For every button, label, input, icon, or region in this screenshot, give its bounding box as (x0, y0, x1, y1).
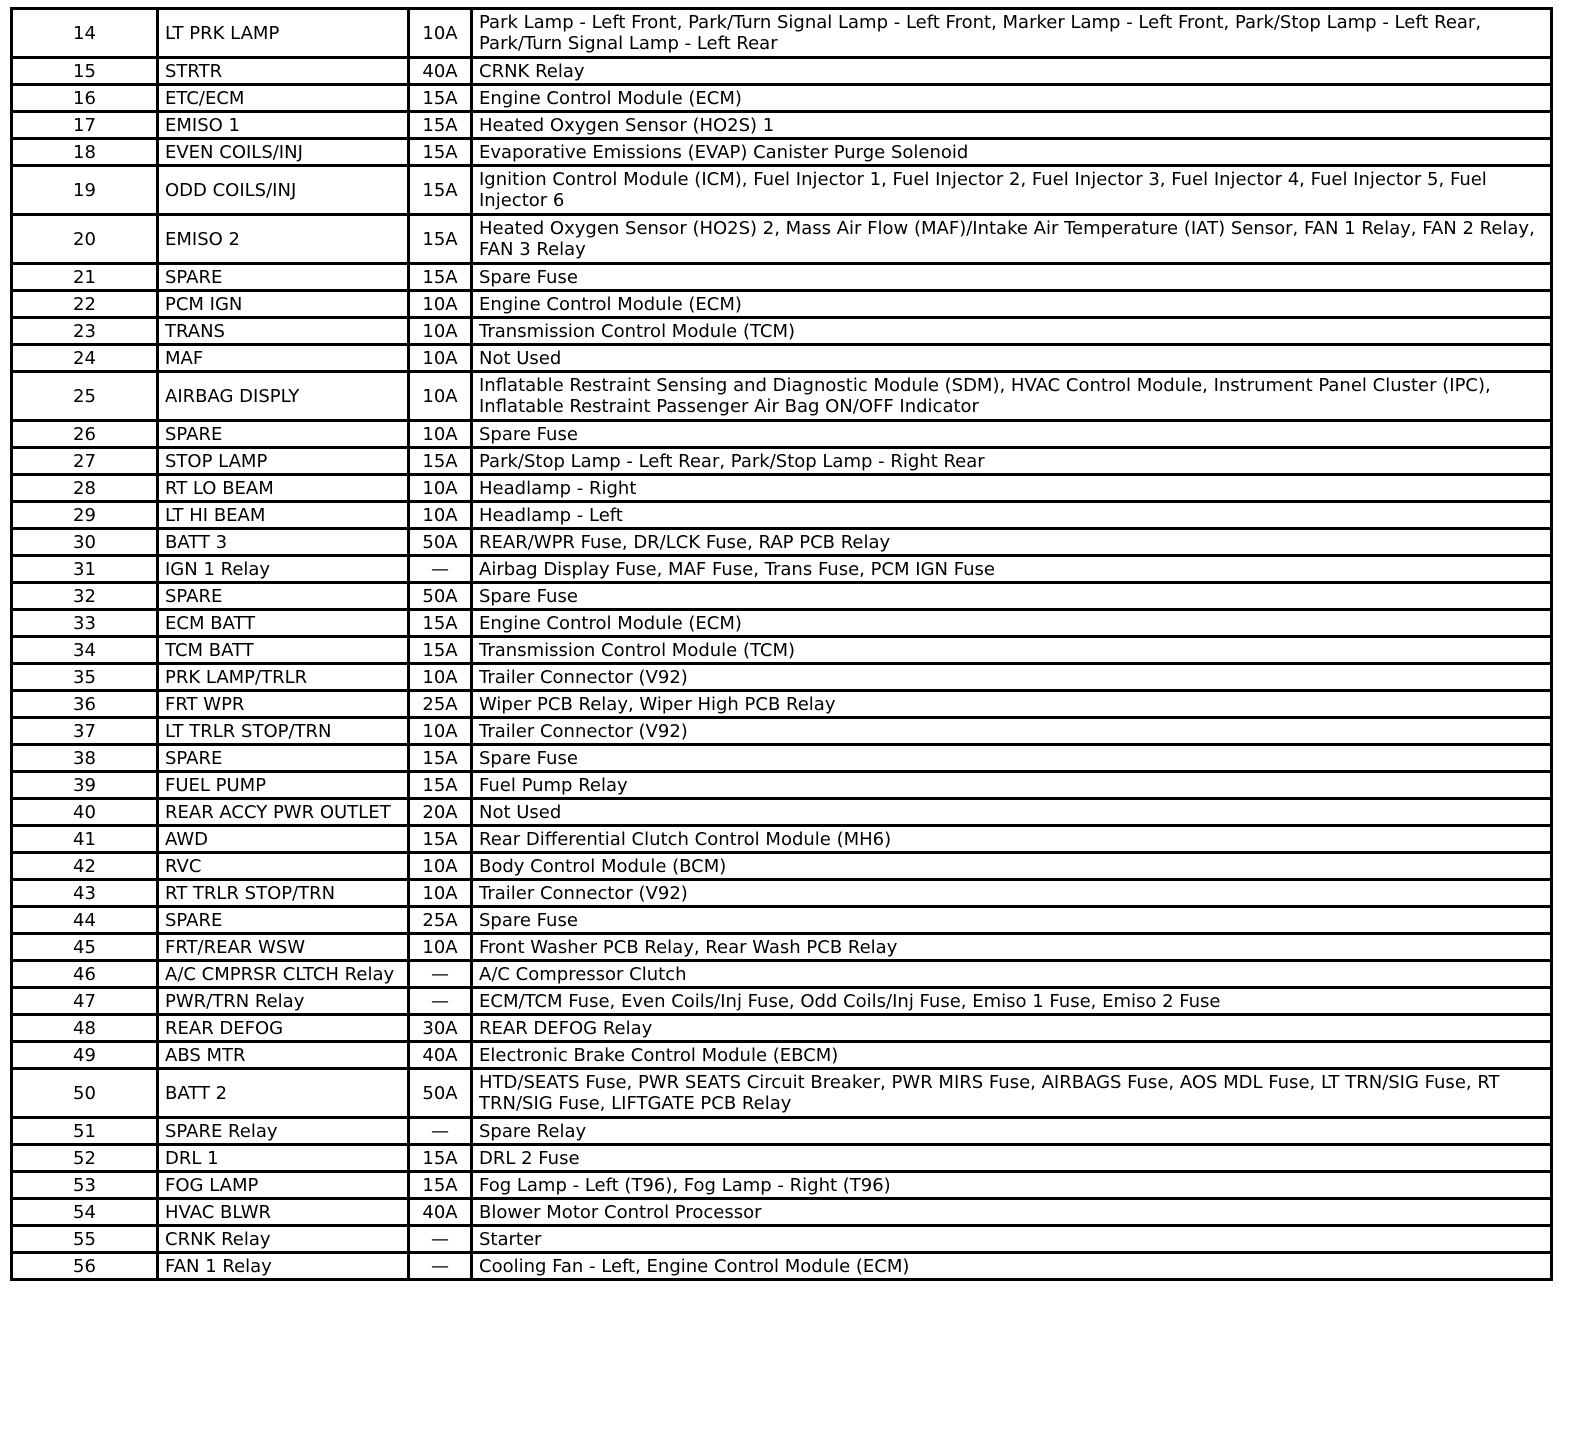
fuse-name-cell: FUEL PUMP (158, 772, 409, 799)
fuse-name-cell: REAR ACCY PWR OUTLET (158, 799, 409, 826)
fuse-rating-cell: 30A (409, 1015, 472, 1042)
fuse-number-cell: 43 (12, 880, 158, 907)
fuse-rating-cell: 10A (409, 934, 472, 961)
fuse-number-cell: 23 (12, 318, 158, 345)
fuse-number-cell: 27 (12, 448, 158, 475)
fuse-rating-cell: 15A (409, 85, 472, 112)
fuse-usage-cell: Spare Fuse (472, 264, 1552, 291)
fuse-rating-cell: — (409, 1253, 472, 1280)
fuse-usage-cell: Trailer Connector (V92) (472, 664, 1552, 691)
fuse-name-cell: DRL 1 (158, 1145, 409, 1172)
fuse-usage-cell: Electronic Brake Control Module (EBCM) (472, 1042, 1552, 1069)
fuse-name-cell: BATT 2 (158, 1069, 409, 1118)
fuse-name-cell: BATT 3 (158, 529, 409, 556)
fuse-number-cell: 31 (12, 556, 158, 583)
table-row (12, 372, 1552, 421)
fuse-rating-cell: 10A (409, 9, 472, 58)
fuse-name-cell: A/C CMPRSR CLTCH Relay (158, 961, 409, 988)
fuse-usage-cell: Spare Fuse (472, 745, 1552, 772)
table-row (12, 1253, 1552, 1280)
fuse-rating-cell: 10A (409, 664, 472, 691)
table-row (12, 826, 1552, 853)
table-row (12, 880, 1552, 907)
fuse-rating-cell: 10A (409, 318, 472, 345)
fuse-rating-cell: — (409, 1226, 472, 1253)
fuse-number-cell: 47 (12, 988, 158, 1015)
fuse-rating-cell: 50A (409, 583, 472, 610)
fuse-name-cell: LT PRK LAMP (158, 9, 409, 58)
fuse-number-cell: 16 (12, 85, 158, 112)
table-row (12, 85, 1552, 112)
fuse-usage-cell: Headlamp - Left (472, 502, 1552, 529)
fuse-name-cell: PWR/TRN Relay (158, 988, 409, 1015)
table-row (12, 691, 1552, 718)
fuse-rating-cell: 25A (409, 907, 472, 934)
fuse-number-cell: 20 (12, 215, 158, 264)
table-row (12, 502, 1552, 529)
table-row (12, 345, 1552, 372)
fuse-rating-cell: 40A (409, 58, 472, 85)
fuse-usage-cell: Engine Control Module (ECM) (472, 85, 1552, 112)
fuse-number-cell: 51 (12, 1118, 158, 1145)
fuse-usage-cell: Spare Fuse (472, 583, 1552, 610)
fuse-name-cell: RT LO BEAM (158, 475, 409, 502)
fuse-usage-cell: Headlamp - Right (472, 475, 1552, 502)
fuse-number-cell: 38 (12, 745, 158, 772)
table-row (12, 610, 1552, 637)
fuse-usage-cell: Park/Stop Lamp - Left Rear, Park/Stop Lamp - Right Rear (472, 448, 1552, 475)
fuse-usage-cell: HTD/SEATS Fuse, PWR SEATS Circuit Breaker, PWR MIRS Fuse, AIRBAGS Fuse, AOS MDL Fuse, LT TRN/SIG Fuse, RT TRN/SIG Fuse, LIFTGATE PCB Relay (472, 1069, 1552, 1118)
fuse-usage-cell: Front Washer PCB Relay, Rear Wash PCB Relay (472, 934, 1552, 961)
fuse-table-body (12, 9, 1552, 1280)
fuse-usage-cell: ECM/TCM Fuse, Even Coils/Inj Fuse, Odd Coils/Inj Fuse, Emiso 1 Fuse, Emiso 2 Fuse (472, 988, 1552, 1015)
fuse-table (10, 7, 1553, 1281)
fuse-name-cell: EVEN COILS/INJ (158, 139, 409, 166)
fuse-number-cell: 29 (12, 502, 158, 529)
fuse-rating-cell: 10A (409, 291, 472, 318)
fuse-name-cell: FRT/REAR WSW (158, 934, 409, 961)
fuse-usage-cell: Transmission Control Module (TCM) (472, 318, 1552, 345)
fuse-rating-cell: 15A (409, 139, 472, 166)
fuse-usage-cell: Trailer Connector (V92) (472, 880, 1552, 907)
table-row (12, 318, 1552, 345)
fuse-usage-cell: Park Lamp - Left Front, Park/Turn Signal Lamp - Left Front, Marker Lamp - Left Front, Park/Stop Lamp - Left Rear, Park/Turn Signal Lamp - Left Rear (472, 9, 1552, 58)
fuse-number-cell: 14 (12, 9, 158, 58)
fuse-rating-cell: 10A (409, 502, 472, 529)
fuse-rating-cell: — (409, 1118, 472, 1145)
fuse-rating-cell: 15A (409, 745, 472, 772)
fuse-number-cell: 33 (12, 610, 158, 637)
fuse-rating-cell: 10A (409, 853, 472, 880)
table-row (12, 637, 1552, 664)
fuse-number-cell: 46 (12, 961, 158, 988)
fuse-rating-cell: 10A (409, 880, 472, 907)
fuse-name-cell: SPARE (158, 907, 409, 934)
fuse-usage-cell: Fog Lamp - Left (T96), Fog Lamp - Right (T96) (472, 1172, 1552, 1199)
fuse-rating-cell: 15A (409, 1145, 472, 1172)
fuse-name-cell: STRTR (158, 58, 409, 85)
table-row (12, 1015, 1552, 1042)
fuse-usage-cell: Rear Differential Clutch Control Module (MH6) (472, 826, 1552, 853)
fuse-number-cell: 56 (12, 1253, 158, 1280)
fuse-name-cell: SPARE Relay (158, 1118, 409, 1145)
fuse-usage-cell: Engine Control Module (ECM) (472, 291, 1552, 318)
table-row (12, 421, 1552, 448)
fuse-rating-cell: 15A (409, 112, 472, 139)
fuse-name-cell: STOP LAMP (158, 448, 409, 475)
fuse-name-cell: PRK LAMP/TRLR (158, 664, 409, 691)
fuse-number-cell: 15 (12, 58, 158, 85)
fuse-number-cell: 41 (12, 826, 158, 853)
fuse-name-cell: TRANS (158, 318, 409, 345)
table-row (12, 475, 1552, 502)
table-row (12, 583, 1552, 610)
fuse-usage-cell: Heated Oxygen Sensor (HO2S) 2, Mass Air Flow (MAF)/Intake Air Temperature (IAT) Sensor, FAN 1 Relay, FAN 2 Relay, FAN 3 Relay (472, 215, 1552, 264)
fuse-name-cell: ETC/ECM (158, 85, 409, 112)
fuse-rating-cell: 40A (409, 1199, 472, 1226)
fuse-name-cell: EMISO 1 (158, 112, 409, 139)
fuse-name-cell: SPARE (158, 583, 409, 610)
fuse-usage-cell: Heated Oxygen Sensor (HO2S) 1 (472, 112, 1552, 139)
table-row (12, 1172, 1552, 1199)
fuse-number-cell: 26 (12, 421, 158, 448)
fuse-usage-cell: REAR DEFOG Relay (472, 1015, 1552, 1042)
fuse-rating-cell: 10A (409, 345, 472, 372)
table-row (12, 264, 1552, 291)
fuse-number-cell: 35 (12, 664, 158, 691)
fuse-number-cell: 44 (12, 907, 158, 934)
fuse-number-cell: 45 (12, 934, 158, 961)
fuse-name-cell: CRNK Relay (158, 1226, 409, 1253)
fuse-name-cell: MAF (158, 345, 409, 372)
table-row (12, 1226, 1552, 1253)
fuse-usage-cell: REAR/WPR Fuse, DR/LCK Fuse, RAP PCB Relay (472, 529, 1552, 556)
fuse-number-cell: 22 (12, 291, 158, 318)
fuse-name-cell: AIRBAG DISPLY (158, 372, 409, 421)
fuse-name-cell: FOG LAMP (158, 1172, 409, 1199)
fuse-usage-cell: A/C Compressor Clutch (472, 961, 1552, 988)
fuse-rating-cell: — (409, 556, 472, 583)
fuse-number-cell: 17 (12, 112, 158, 139)
fuse-rating-cell: 10A (409, 372, 472, 421)
fuse-usage-cell: Engine Control Module (ECM) (472, 610, 1552, 637)
table-row (12, 556, 1552, 583)
fuse-rating-cell: 40A (409, 1042, 472, 1069)
fuse-rating-cell: 15A (409, 772, 472, 799)
table-row (12, 853, 1552, 880)
table-row (12, 934, 1552, 961)
fuse-number-cell: 28 (12, 475, 158, 502)
fuse-rating-cell: 15A (409, 826, 472, 853)
fuse-name-cell: LT TRLR STOP/TRN (158, 718, 409, 745)
fuse-usage-cell: DRL 2 Fuse (472, 1145, 1552, 1172)
table-row (12, 9, 1552, 58)
fuse-name-cell: TCM BATT (158, 637, 409, 664)
fuse-number-cell: 49 (12, 1042, 158, 1069)
fuse-number-cell: 48 (12, 1015, 158, 1042)
fuse-name-cell: LT HI BEAM (158, 502, 409, 529)
fuse-rating-cell: 15A (409, 166, 472, 215)
fuse-name-cell: HVAC BLWR (158, 1199, 409, 1226)
fuse-number-cell: 36 (12, 691, 158, 718)
table-row (12, 291, 1552, 318)
fuse-name-cell: FAN 1 Relay (158, 1253, 409, 1280)
fuse-rating-cell: — (409, 961, 472, 988)
fuse-name-cell: REAR DEFOG (158, 1015, 409, 1042)
table-row (12, 1145, 1552, 1172)
fuse-name-cell: ABS MTR (158, 1042, 409, 1069)
table-row (12, 988, 1552, 1015)
fuse-number-cell: 25 (12, 372, 158, 421)
fuse-name-cell: RT TRLR STOP/TRN (158, 880, 409, 907)
fuse-usage-cell: Inflatable Restraint Sensing and Diagnostic Module (SDM), HVAC Control Module, Instrument Panel Cluster (IPC), Inflatable Restraint Passenger Air Bag ON/OFF Indicator (472, 372, 1552, 421)
fuse-rating-cell: 15A (409, 448, 472, 475)
table-row (12, 664, 1552, 691)
fuse-number-cell: 54 (12, 1199, 158, 1226)
fuse-usage-cell: Transmission Control Module (TCM) (472, 637, 1552, 664)
fuse-usage-cell: Cooling Fan - Left, Engine Control Module (ECM) (472, 1253, 1552, 1280)
fuse-usage-cell: Airbag Display Fuse, MAF Fuse, Trans Fuse, PCM IGN Fuse (472, 556, 1552, 583)
fuse-rating-cell: 15A (409, 215, 472, 264)
fuse-number-cell: 18 (12, 139, 158, 166)
fuse-usage-cell: Spare Relay (472, 1118, 1552, 1145)
fuse-usage-cell: Fuel Pump Relay (472, 772, 1552, 799)
fuse-number-cell: 39 (12, 772, 158, 799)
fuse-name-cell: AWD (158, 826, 409, 853)
fuse-usage-cell: Body Control Module (BCM) (472, 853, 1552, 880)
fuse-rating-cell: 25A (409, 691, 472, 718)
fuse-usage-cell: Blower Motor Control Processor (472, 1199, 1552, 1226)
fuse-name-cell: EMISO 2 (158, 215, 409, 264)
table-row (12, 907, 1552, 934)
fuse-number-cell: 37 (12, 718, 158, 745)
fuse-usage-cell: Not Used (472, 799, 1552, 826)
fuse-name-cell: ECM BATT (158, 610, 409, 637)
table-row (12, 448, 1552, 475)
fuse-number-cell: 52 (12, 1145, 158, 1172)
table-row (12, 112, 1552, 139)
fuse-rating-cell: 10A (409, 718, 472, 745)
fuse-usage-cell: Trailer Connector (V92) (472, 718, 1552, 745)
fuse-name-cell: FRT WPR (158, 691, 409, 718)
fuse-rating-cell: 10A (409, 475, 472, 502)
table-row (12, 745, 1552, 772)
table-row (12, 215, 1552, 264)
table-row (12, 799, 1552, 826)
fuse-number-cell: 24 (12, 345, 158, 372)
fuse-rating-cell: 15A (409, 264, 472, 291)
table-row (12, 961, 1552, 988)
table-row (12, 1199, 1552, 1226)
fuse-number-cell: 42 (12, 853, 158, 880)
table-row (12, 529, 1552, 556)
fuse-name-cell: IGN 1 Relay (158, 556, 409, 583)
table-row (12, 1042, 1552, 1069)
fuse-rating-cell: 15A (409, 637, 472, 664)
table-row (12, 1069, 1552, 1118)
fuse-name-cell: SPARE (158, 264, 409, 291)
fuse-number-cell: 53 (12, 1172, 158, 1199)
table-row (12, 1118, 1552, 1145)
fuse-number-cell: 19 (12, 166, 158, 215)
fuse-number-cell: 32 (12, 583, 158, 610)
fuse-number-cell: 50 (12, 1069, 158, 1118)
table-row (12, 139, 1552, 166)
fuse-rating-cell: — (409, 988, 472, 1015)
fuse-number-cell: 30 (12, 529, 158, 556)
fuse-number-cell: 34 (12, 637, 158, 664)
fuse-number-cell: 55 (12, 1226, 158, 1253)
fuse-usage-cell: Ignition Control Module (ICM), Fuel Injector 1, Fuel Injector 2, Fuel Injector 3, Fuel Injector 4, Fuel Injector 5, Fuel Injector 6 (472, 166, 1552, 215)
fuse-rating-cell: 50A (409, 1069, 472, 1118)
fuse-usage-cell: Spare Fuse (472, 421, 1552, 448)
fuse-name-cell: ODD COILS/INJ (158, 166, 409, 215)
fuse-number-cell: 21 (12, 264, 158, 291)
fuse-usage-cell: Wiper PCB Relay, Wiper High PCB Relay (472, 691, 1552, 718)
fuse-usage-cell: Evaporative Emissions (EVAP) Canister Purge Solenoid (472, 139, 1552, 166)
fuse-rating-cell: 15A (409, 610, 472, 637)
table-row (12, 58, 1552, 85)
fuse-usage-cell: Starter (472, 1226, 1552, 1253)
table-row (12, 166, 1552, 215)
fuse-name-cell: SPARE (158, 421, 409, 448)
table-row (12, 718, 1552, 745)
fuse-name-cell: PCM IGN (158, 291, 409, 318)
fuse-rating-cell: 10A (409, 421, 472, 448)
fuse-usage-cell: Not Used (472, 345, 1552, 372)
fuse-name-cell: SPARE (158, 745, 409, 772)
fuse-name-cell: RVC (158, 853, 409, 880)
fuse-usage-cell: CRNK Relay (472, 58, 1552, 85)
fuse-rating-cell: 15A (409, 1172, 472, 1199)
table-row (12, 772, 1552, 799)
fuse-number-cell: 40 (12, 799, 158, 826)
fuse-usage-cell: Spare Fuse (472, 907, 1552, 934)
fuse-rating-cell: 50A (409, 529, 472, 556)
fuse-rating-cell: 20A (409, 799, 472, 826)
